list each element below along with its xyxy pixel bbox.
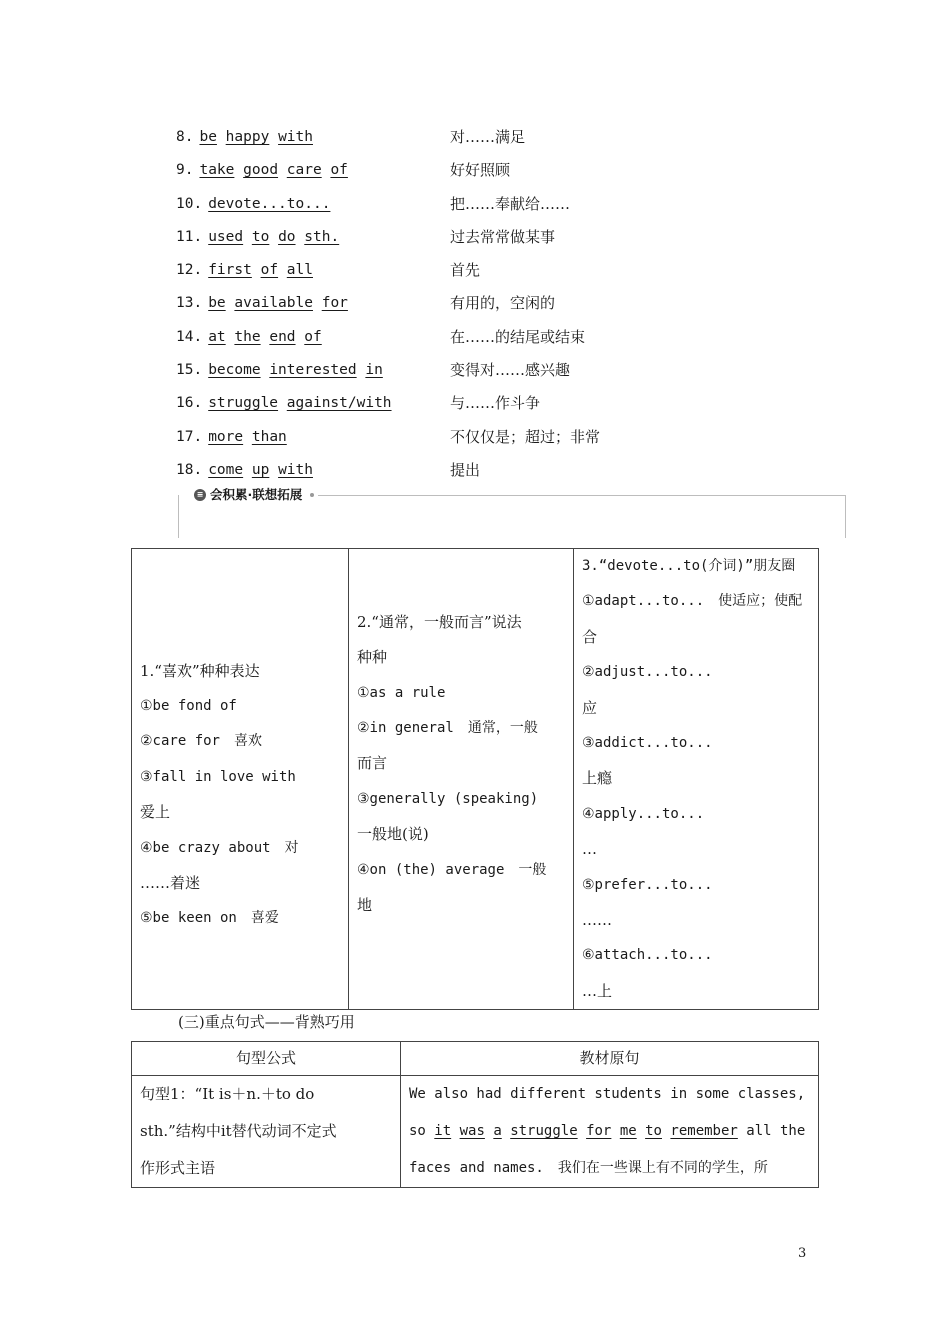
phrase-word: of [260,262,279,279]
phrase-number: 10. [176,195,203,212]
phrase-word: the [234,328,261,345]
phrase-word: for [321,295,348,312]
phrase-word: first [208,262,252,279]
phrase-word: than [251,428,287,445]
table-line: ⑤prefer...to... [582,876,713,893]
phrase-word: be [208,295,226,312]
phrase-english [176,423,287,451]
table-line: ①adapt...to... 使适应；使配 [582,593,803,610]
phrase-number: 8. [176,129,194,145]
table-line: ⑥attach...to... [582,947,713,964]
phrase-row [176,123,816,156]
table-line: ……着迷 [140,873,201,892]
phrase-english [176,156,348,184]
phrase-word: used [208,228,244,245]
expansion-col-usually [349,549,574,1010]
phrase-english [176,123,313,151]
table-line: … [582,840,597,859]
phrase-row [176,423,816,456]
phrase-chinese: 好好照顾 [450,161,511,180]
phrase-english [176,323,322,351]
phrase-chinese: 变得对……感兴趣 [450,361,571,380]
table-line: ④be crazy about 对 [140,839,299,856]
underlined-word: struggle [510,1123,578,1139]
phrase-row [176,289,816,322]
underlined-word: was [459,1123,485,1139]
phrase-number: 13. [176,295,203,312]
phrase-chinese: 与……作斗争 [450,394,541,413]
dot-icon [310,493,314,497]
expansion-col-devote [574,549,819,1010]
table-line: ③addict...to... [582,735,713,752]
phrase-word: do [278,228,296,245]
example-line: faces and names. 我们在一些课上有不同的学生，所 [409,1160,768,1176]
phrase-chinese: 对……满足 [450,128,526,146]
table-line: ①as a rule [357,684,446,701]
header-formula: 句型公式 [132,1042,401,1076]
phrase-row [176,456,816,489]
phrase-row [176,190,816,223]
table-line: 地 [357,896,373,915]
phrase-english [176,256,313,284]
formula-cell [132,1076,401,1188]
table-line: ③generally (speaking) [357,790,539,807]
table-line: 2.“通常，一般而言”说法 [357,612,522,631]
phrase-list [176,123,816,489]
underlined-word: for [586,1123,612,1139]
underlined-word: it [434,1123,452,1139]
phrase-chinese: 提出 [450,460,481,479]
phrase-word: to [251,228,270,245]
example-line: We also had different students in some classes, [409,1086,806,1102]
table-line: 合 [582,627,598,646]
phrase-number: 15. [176,362,203,379]
phrase-word: be [199,129,217,145]
section-heading: (三)重点句式——背熟巧用 [178,1013,355,1031]
table-line: 3.“devote...to(介词)”朋友圈 [582,558,796,574]
table-line: ②in general 通常，一般 [357,720,538,737]
table-line: 上瘾 [582,769,613,788]
phrase-word: with [278,129,313,145]
phrase-word: against/with [286,395,392,412]
expansion-table [131,548,819,1010]
table-line: 一般地(说) [357,825,429,844]
phrase-word: interested [269,362,357,379]
phrase-number: 18. [176,461,203,478]
phrase-row [176,356,816,389]
phrase-word: sth. [304,228,340,245]
phrase-row [176,256,816,289]
phrase-chinese: 在……的结尾或结束 [450,327,586,346]
phrase-word: at [208,328,226,345]
underlined-word: remember [670,1123,738,1139]
phrase-number: 17. [176,428,203,445]
example-line: so it was a struggle for me to remember all the [409,1123,806,1139]
phrase-english [176,190,330,218]
table-line: …上 [582,981,613,1000]
phrase-word: happy [225,129,270,145]
table-line: ②adjust...to... [582,664,713,681]
table-line: ④on (the) average 一般 [357,861,547,878]
phrase-word: good [243,162,279,179]
phrase-english [176,356,383,384]
phrase-word: care [286,162,322,179]
phrase-row [176,389,816,422]
table-line: ⑤be keen on 喜爱 [140,910,279,927]
table-line: ③fall in love with [140,768,296,785]
phrase-word: in [365,362,383,379]
phrase-row [176,223,816,256]
table-line: 句型1：“It is＋n.＋to do [140,1085,315,1103]
section-banner [178,486,846,538]
phrase-word: up [251,461,270,478]
phrase-word: of [330,162,348,179]
sentence-table [131,1041,819,1188]
table-line: sth.”结构中it替代动词不定式 [140,1122,337,1140]
phrase-word: with [278,461,313,478]
phrase-word: devote...to... [208,195,331,212]
phrase-chinese: 过去常常做某事 [450,227,556,246]
banner-label [190,486,318,504]
phrase-word: struggle [208,395,279,412]
phrase-chinese: 有用的，空闲的 [450,294,556,313]
phrase-english [176,223,339,251]
table-line: ④apply...to... [582,805,705,822]
table-line: 爱上 [140,803,171,822]
table-line: 而言 [357,754,388,773]
expansion-col-like [132,549,349,1010]
table-line: 种种 [357,648,388,667]
table-line: ②care for 喜欢 [140,733,262,750]
phrase-number: 12. [176,262,203,279]
underlined-word: me [619,1123,637,1139]
list-icon: ≡ [194,489,206,501]
header-example: 教材原句 [401,1042,819,1076]
phrase-word: more [208,428,244,445]
table-line: ①be fond of [140,697,237,714]
phrase-word: available [234,295,313,312]
table-line: 1.“喜欢”种种表达 [140,661,260,680]
underlined-word: to [645,1123,662,1139]
example-cell [401,1076,819,1188]
phrase-row [176,156,816,189]
phrase-word: become [208,362,261,379]
phrase-word: take [199,162,235,179]
phrase-number: 11. [176,228,203,245]
phrase-word: end [269,328,296,345]
phrase-number: 16. [176,395,203,412]
phrase-chinese: 把……奉献给…… [450,194,571,213]
phrase-english [176,289,348,317]
phrase-english [176,456,313,484]
underlined-word: a [493,1123,502,1139]
phrase-word: come [208,461,244,478]
table-line: 作形式主语 [140,1159,216,1177]
page-number: 3 [798,1246,807,1261]
phrase-word: all [286,262,313,279]
banner-text: 会积累·联想拓展 [210,487,303,502]
table-line: …… [582,911,612,930]
phrase-number: 14. [176,328,203,345]
phrase-number: 9. [176,162,194,179]
table-line: 应 [582,698,598,717]
phrase-chinese: 首先 [450,261,481,280]
phrase-word: of [304,328,322,345]
phrase-english [176,389,392,417]
phrase-row [176,323,816,356]
phrase-chinese: 不仅仅是；超过；非常 [450,427,601,446]
